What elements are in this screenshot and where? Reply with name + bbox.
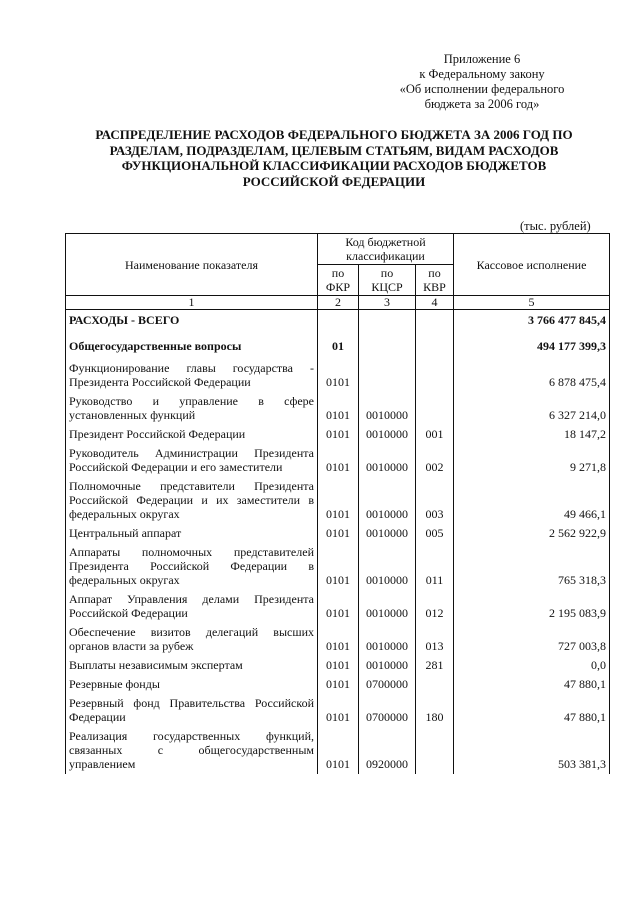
row-amount: 47 880,1: [454, 694, 610, 727]
column-number: 4: [416, 296, 454, 310]
row-amount: 49 466,1: [454, 477, 610, 524]
row-kcsr: [359, 359, 416, 392]
row-kvr: [416, 727, 454, 774]
row-fkr: 01: [318, 337, 359, 359]
column-number: 1: [66, 296, 318, 310]
header-kvr-bottom: КВР: [423, 280, 446, 294]
row-kvr: 011: [416, 543, 454, 590]
row-fkr: 0101: [318, 590, 359, 623]
row-amount: 0,0: [454, 656, 610, 675]
table-row: [66, 590, 610, 623]
row-name: Резервный фонд Правительства Российской Федерации: [66, 694, 318, 727]
header-kvr-top: по: [428, 266, 441, 280]
table-row: [66, 675, 610, 694]
title-line: РОССИЙСКОЙ ФЕДЕРАЦИИ: [242, 173, 426, 189]
appendix-note: [352, 52, 612, 112]
row-kcsr: 0010000: [359, 444, 416, 477]
row-kcsr: 0700000: [359, 694, 416, 727]
table-row: [66, 337, 610, 359]
row-amount: 494 177 399,3: [454, 337, 610, 359]
header-code-group: [318, 234, 454, 265]
row-name: Президент Российской Федерации: [66, 425, 318, 444]
header-fkr: [318, 265, 359, 296]
appendix-line: Приложение 6: [443, 52, 521, 66]
header-code-line: классификации: [346, 249, 425, 263]
header-kcsr-bottom: КЦСР: [371, 280, 403, 294]
row-fkr: 0101: [318, 524, 359, 543]
row-fkr: 0101: [318, 623, 359, 656]
row-fkr: 0101: [318, 444, 359, 477]
budget-table: [65, 233, 610, 774]
row-fkr: 0101: [318, 543, 359, 590]
appendix-line: бюджета за 2006 год»: [424, 97, 540, 111]
row-name: Обеспечение визитов делегаций высших органов власти за рубеж: [66, 623, 318, 656]
header-fkr-top: по: [331, 266, 345, 280]
header-fkr-bottom: ФКР: [325, 280, 351, 294]
row-name: Руководство и управление в сфере установленных функций: [66, 392, 318, 425]
table-row: [66, 623, 610, 656]
row-fkr: 0101: [318, 477, 359, 524]
row-fkr: 0101: [318, 694, 359, 727]
row-kcsr: 0010000: [359, 656, 416, 675]
header-kcsr: [359, 265, 416, 296]
row-amount: 503 381,3: [454, 727, 610, 774]
row-amount: 3 766 477 845,4: [454, 310, 610, 338]
row-fkr: 0101: [318, 392, 359, 425]
column-number: 3: [359, 296, 416, 310]
row-kcsr: 0700000: [359, 675, 416, 694]
title-line: РАСПРЕДЕЛЕНИЕ РАСХОДОВ ФЕДЕРАЛЬНОГО БЮДЖЕТА ЗА 2006 ГОД ПО: [95, 127, 573, 142]
row-kvr: 281: [416, 656, 454, 675]
row-kcsr: 0010000: [359, 543, 416, 590]
units-note: (тыс. рублей): [520, 219, 591, 233]
row-kcsr: [359, 337, 416, 359]
row-kcsr: 0010000: [359, 623, 416, 656]
row-name: РАСХОДЫ - ВСЕГО: [66, 310, 318, 338]
row-fkr: 0101: [318, 425, 359, 444]
row-kcsr: 0010000: [359, 392, 416, 425]
row-kcsr: 0920000: [359, 727, 416, 774]
row-amount: 9 271,8: [454, 444, 610, 477]
row-amount: 6 878 475,4: [454, 359, 610, 392]
header-amount: Кассовое исполнение: [454, 234, 610, 296]
row-amount: 2 562 922,9: [454, 524, 610, 543]
row-kvr: 001: [416, 425, 454, 444]
row-kcsr: 0010000: [359, 425, 416, 444]
title-line: РАЗДЕЛАМ, ПОДРАЗДЕЛАМ, ЦЕЛЕВЫМ СТАТЬЯМ, ВИДАМ РАСХОДОВ: [109, 142, 559, 158]
table-row: [66, 727, 610, 774]
document-title: [60, 127, 608, 189]
row-kvr: [416, 359, 454, 392]
title-line: ФУНКЦИОНАЛЬНОЙ КЛАССИФИКАЦИИ РАСХОДОВ БЮДЖЕТОВ: [121, 158, 547, 173]
row-fkr: [318, 310, 359, 338]
row-kvr: 012: [416, 590, 454, 623]
row-kcsr: 0010000: [359, 524, 416, 543]
table-row: [66, 392, 610, 425]
row-name: Резервные фонды: [66, 675, 318, 694]
row-amount: 47 880,1: [454, 675, 610, 694]
header-kcsr-top: по: [380, 266, 394, 280]
table-row: [66, 656, 610, 675]
header-name: Наименование показателя: [66, 234, 318, 296]
table-row: [66, 543, 610, 590]
column-number: 2: [318, 296, 359, 310]
row-kvr: [416, 310, 454, 338]
table-row: [66, 477, 610, 524]
row-amount: 765 318,3: [454, 543, 610, 590]
table-row: [66, 524, 610, 543]
row-kvr: [416, 675, 454, 694]
row-name: Аппарат Управления делами Президента Российской Федерации: [66, 590, 318, 623]
row-kvr: 002: [416, 444, 454, 477]
table-row: [66, 310, 610, 338]
row-kvr: 013: [416, 623, 454, 656]
row-amount: 727 003,8: [454, 623, 610, 656]
row-fkr: 0101: [318, 656, 359, 675]
row-kcsr: 0010000: [359, 477, 416, 524]
row-fkr: 0101: [318, 675, 359, 694]
appendix-line: «Об исполнении федерального: [399, 82, 565, 96]
row-name: Аппараты полномочных представителей Президента Российской Федерации в федеральных округах: [66, 543, 318, 590]
row-kcsr: 0010000: [359, 590, 416, 623]
row-kvr: [416, 392, 454, 425]
table-row: [66, 694, 610, 727]
row-name: Полномочные представители Президента Российской Федерации и их заместители в федеральных округах: [66, 477, 318, 524]
row-kvr: [416, 337, 454, 359]
appendix-line: к Федеральному закону: [419, 67, 545, 81]
header-kvr: [416, 265, 454, 296]
row-kvr: 180: [416, 694, 454, 727]
row-kcsr: [359, 310, 416, 338]
row-amount: 2 195 083,9: [454, 590, 610, 623]
row-name: Реализация государственных функций, связанных с общегосударственным управлением: [66, 727, 318, 774]
row-fkr: 0101: [318, 727, 359, 774]
row-name: Центральный аппарат: [66, 524, 318, 543]
row-amount: 18 147,2: [454, 425, 610, 444]
row-kvr: 005: [416, 524, 454, 543]
row-name: Руководитель Администрации Президента Российской Федерации и его заместители: [66, 444, 318, 477]
row-name: Выплаты независимым экспертам: [66, 656, 318, 675]
row-kvr: 003: [416, 477, 454, 524]
table-row: [66, 359, 610, 392]
row-name: Функционирование главы государства - Президента Российской Федерации: [66, 359, 318, 392]
row-fkr: 0101: [318, 359, 359, 392]
row-amount: 6 327 214,0: [454, 392, 610, 425]
column-number: 5: [454, 296, 610, 310]
row-name: Общегосударственные вопросы: [66, 337, 318, 359]
header-code-line: Код бюджетной: [345, 235, 426, 249]
table-row: [66, 444, 610, 477]
table-row: [66, 425, 610, 444]
